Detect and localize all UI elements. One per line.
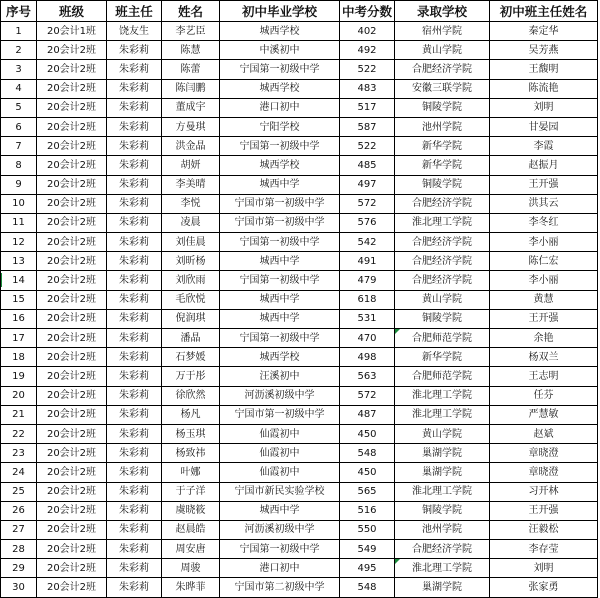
- cell-class[interactable]: 20会计2班: [37, 271, 107, 290]
- cell-name[interactable]: 赵晨皓: [162, 520, 220, 539]
- cell-junior-school[interactable]: 城西学校: [220, 79, 340, 98]
- cell-junior-school[interactable]: 城西学校: [220, 22, 340, 41]
- cell-index[interactable]: 12: [1, 233, 37, 252]
- cell-exam-score[interactable]: 516: [340, 501, 395, 520]
- cell-name[interactable]: 陈蕾: [162, 60, 220, 79]
- cell-junior-school[interactable]: 城西中学: [220, 175, 340, 194]
- table-row: [1, 290, 598, 309]
- cell-exam-score[interactable]: 587: [340, 117, 395, 136]
- cell-junior-school[interactable]: 城西中学: [220, 252, 340, 271]
- cell-teacher[interactable]: 朱彩莉: [107, 290, 162, 309]
- cell-teacher[interactable]: 朱彩莉: [107, 367, 162, 386]
- cell-junior-school[interactable]: 宁国市第一初级中学: [220, 194, 340, 213]
- cell-exam-score[interactable]: 542: [340, 233, 395, 252]
- cell-teacher[interactable]: 朱彩莉: [107, 271, 162, 290]
- header-cell-junior-teacher: 初中班主任姓名: [490, 1, 598, 22]
- cell-admission-school[interactable]: 巢湖学院: [395, 444, 490, 463]
- table-row: [1, 309, 598, 328]
- cell-name[interactable]: 周安唐: [162, 540, 220, 559]
- cell-index[interactable]: 11: [1, 213, 37, 232]
- cell-junior-school[interactable]: 中溪初中: [220, 41, 340, 60]
- table-body: [1, 22, 598, 598]
- cell-junior-school[interactable]: 仙霞初中: [220, 463, 340, 482]
- cell-class[interactable]: 20会计2班: [37, 578, 107, 597]
- table-row: [1, 520, 598, 539]
- cell-admission-school[interactable]: 淮北理工学院: [395, 405, 490, 424]
- cell-index[interactable]: 2: [1, 41, 37, 60]
- cell-teacher[interactable]: 朱彩莉: [107, 424, 162, 443]
- cell-index[interactable]: 28: [1, 540, 37, 559]
- cell-class[interactable]: 20会计2班: [37, 156, 107, 175]
- cell-name[interactable]: 万于彤: [162, 367, 220, 386]
- cell-junior-teacher[interactable]: 严慧敏: [490, 405, 598, 424]
- cell-index[interactable]: 3: [1, 60, 37, 79]
- cell-admission-school[interactable]: 合肥经济学院: [395, 252, 490, 271]
- cell-admission-school[interactable]: 合肥经济学院: [395, 540, 490, 559]
- cell-name[interactable]: 刘欣雨: [162, 271, 220, 290]
- cell-name[interactable]: 刘昕杨: [162, 252, 220, 271]
- cell-junior-teacher[interactable]: 王开强: [490, 309, 598, 328]
- table-row: [1, 22, 598, 41]
- cell-exam-score[interactable]: 548: [340, 578, 395, 597]
- cell-junior-teacher[interactable]: 刘明: [490, 98, 598, 117]
- table-row: [1, 482, 598, 501]
- cell-index[interactable]: 10: [1, 194, 37, 213]
- cell-name[interactable]: 陈闫鹏: [162, 79, 220, 98]
- cell-exam-score[interactable]: 522: [340, 60, 395, 79]
- cell-junior-teacher[interactable]: 吴芳燕: [490, 41, 598, 60]
- cell-index[interactable]: 6: [1, 117, 37, 136]
- cell-junior-teacher[interactable]: 章晓澄: [490, 463, 598, 482]
- cell-teacher[interactable]: 朱彩莉: [107, 520, 162, 539]
- cell-exam-score[interactable]: 531: [340, 309, 395, 328]
- cell-junior-school[interactable]: 宁国市第二初级中学: [220, 578, 340, 597]
- header-cell-class: 班级: [37, 1, 107, 22]
- cell-name[interactable]: 潘晶: [162, 329, 220, 348]
- cell-junior-teacher[interactable]: 任芬: [490, 386, 598, 405]
- table-row: [1, 540, 598, 559]
- cell-class[interactable]: 20会计2班: [37, 501, 107, 520]
- cell-junior-school[interactable]: 城西中学: [220, 309, 340, 328]
- cell-junior-teacher[interactable]: 刘明: [490, 559, 598, 578]
- table-row: [1, 41, 598, 60]
- cell-teacher[interactable]: 饶友生: [107, 22, 162, 41]
- cell-teacher[interactable]: 朱彩莉: [107, 41, 162, 60]
- header-cell-admission-school: 录取学校: [395, 1, 490, 22]
- cell-class[interactable]: 20会计2班: [37, 213, 107, 232]
- cell-exam-score[interactable]: 548: [340, 444, 395, 463]
- cell-index[interactable]: 15: [1, 290, 37, 309]
- cell-junior-school[interactable]: 仙霞初中: [220, 424, 340, 443]
- cell-class[interactable]: 20会计2班: [37, 444, 107, 463]
- cell-teacher[interactable]: 朱彩莉: [107, 117, 162, 136]
- cell-teacher[interactable]: 朱彩莉: [107, 233, 162, 252]
- cell-junior-school[interactable]: 宁国市新民实验学校: [220, 482, 340, 501]
- cell-name[interactable]: 方曼琪: [162, 117, 220, 136]
- cell-junior-school[interactable]: 城西学校: [220, 348, 340, 367]
- cell-exam-score[interactable]: 483: [340, 79, 395, 98]
- table-row: [1, 137, 598, 156]
- cell-exam-score[interactable]: 572: [340, 386, 395, 405]
- cell-admission-school[interactable]: 淮北理工学院: [395, 482, 490, 501]
- cell-junior-teacher[interactable]: 陈仁宏: [490, 252, 598, 271]
- cell-class[interactable]: 20会计2班: [37, 137, 107, 156]
- cell-index[interactable]: 7: [1, 137, 37, 156]
- cell-index[interactable]: 21: [1, 405, 37, 424]
- cell-class[interactable]: 20会计2班: [37, 520, 107, 539]
- cell-exam-score[interactable]: 450: [340, 424, 395, 443]
- cell-admission-school[interactable]: 新华学院: [395, 137, 490, 156]
- cell-junior-teacher[interactable]: 赵振月: [490, 156, 598, 175]
- cell-admission-school[interactable]: 池州学院: [395, 117, 490, 136]
- table-row: [1, 175, 598, 194]
- cell-admission-school[interactable]: 淮北理工学院: [395, 559, 490, 578]
- cell-exam-score[interactable]: 485: [340, 156, 395, 175]
- cell-class[interactable]: 20会计2班: [37, 463, 107, 482]
- table-row: [1, 329, 598, 348]
- cell-teacher[interactable]: 朱彩莉: [107, 329, 162, 348]
- cell-name[interactable]: 凌晨: [162, 213, 220, 232]
- cell-exam-score[interactable]: 550: [340, 520, 395, 539]
- cell-teacher[interactable]: 朱彩莉: [107, 386, 162, 405]
- cell-admission-school[interactable]: 合肥经济学院: [395, 233, 490, 252]
- cell-admission-school[interactable]: 巢湖学院: [395, 578, 490, 597]
- header-cell-junior-school: 初中毕业学校: [220, 1, 340, 22]
- cell-admission-school[interactable]: 合肥师范学院: [395, 367, 490, 386]
- cell-name[interactable]: 倪润琪: [162, 309, 220, 328]
- cell-admission-school[interactable]: 安徽三联学院: [395, 79, 490, 98]
- cell-class[interactable]: 20会计2班: [37, 252, 107, 271]
- cell-junior-teacher[interactable]: 汪毅松: [490, 520, 598, 539]
- cell-class[interactable]: 20会计2班: [37, 540, 107, 559]
- cell-admission-school[interactable]: 宿州学院: [395, 22, 490, 41]
- table-row: [1, 578, 598, 597]
- cell-exam-score[interactable]: 487: [340, 405, 395, 424]
- cell-name[interactable]: 杨玉琪: [162, 424, 220, 443]
- cell-junior-teacher[interactable]: 陈流艳: [490, 79, 598, 98]
- cell-exam-score[interactable]: 498: [340, 348, 395, 367]
- cell-junior-school[interactable]: 宁国市第一初级中学: [220, 405, 340, 424]
- cell-admission-school[interactable]: 新华学院: [395, 348, 490, 367]
- cell-exam-score[interactable]: 402: [340, 22, 395, 41]
- cell-junior-teacher[interactable]: 洪其云: [490, 194, 598, 213]
- cell-admission-school[interactable]: 淮北理工学院: [395, 213, 490, 232]
- cell-class[interactable]: 20会计2班: [37, 79, 107, 98]
- cell-name[interactable]: 李艺臣: [162, 22, 220, 41]
- cell-teacher[interactable]: 朱彩莉: [107, 463, 162, 482]
- cell-admission-school[interactable]: 淮北理工学院: [395, 386, 490, 405]
- cell-exam-score[interactable]: 470: [340, 329, 395, 348]
- table-row: [1, 367, 598, 386]
- cell-index[interactable]: 13: [1, 252, 37, 271]
- cell-class[interactable]: 20会计2班: [37, 290, 107, 309]
- cell-junior-teacher[interactable]: 王馥明: [490, 60, 598, 79]
- table-row: [1, 348, 598, 367]
- cell-junior-school[interactable]: 宁国市第一初级中学: [220, 213, 340, 232]
- cell-junior-school[interactable]: 宁国第一初级中学: [220, 329, 340, 348]
- cell-junior-school[interactable]: 城西学校: [220, 156, 340, 175]
- cell-class[interactable]: 20会计2班: [37, 424, 107, 443]
- cell-admission-school[interactable]: 合肥经济学院: [395, 194, 490, 213]
- table-row: [1, 386, 598, 405]
- header-cell-name: 姓名: [162, 1, 220, 22]
- cell-junior-teacher[interactable]: 习开林: [490, 482, 598, 501]
- cell-junior-school[interactable]: 宁国第一初级中学: [220, 540, 340, 559]
- cell-admission-school[interactable]: 铜陵学院: [395, 98, 490, 117]
- cell-class[interactable]: 20会计2班: [37, 367, 107, 386]
- table-row: [1, 271, 598, 290]
- cell-junior-teacher[interactable]: 黄慧: [490, 290, 598, 309]
- header-row: [1, 1, 598, 22]
- cell-teacher[interactable]: 朱彩莉: [107, 540, 162, 559]
- cell-admission-school[interactable]: 铜陵学院: [395, 501, 490, 520]
- cell-admission-school[interactable]: 黄山学院: [395, 290, 490, 309]
- cell-junior-teacher[interactable]: 章晓澄: [490, 444, 598, 463]
- cell-class[interactable]: 20会计2班: [37, 329, 107, 348]
- table-row: [1, 98, 598, 117]
- cell-name[interactable]: 朱晔菲: [162, 578, 220, 597]
- cell-junior-school[interactable]: 宁国第一初级中学: [220, 60, 340, 79]
- table-row: [1, 233, 598, 252]
- cell-name[interactable]: 石梦媛: [162, 348, 220, 367]
- cell-teacher[interactable]: 朱彩莉: [107, 194, 162, 213]
- cell-index[interactable]: 23: [1, 444, 37, 463]
- cell-class[interactable]: 20会计2班: [37, 405, 107, 424]
- header-cell-teacher: 班主任: [107, 1, 162, 22]
- cell-junior-school[interactable]: 港口初中: [220, 559, 340, 578]
- table-row: [1, 156, 598, 175]
- cell-junior-teacher[interactable]: 李小丽: [490, 233, 598, 252]
- cell-admission-school[interactable]: 黄山学院: [395, 41, 490, 60]
- cell-name[interactable]: 徐欣然: [162, 386, 220, 405]
- cell-junior-school[interactable]: 城西中学: [220, 501, 340, 520]
- cell-exam-score[interactable]: 522: [340, 137, 395, 156]
- cell-junior-teacher[interactable]: 张家勇: [490, 578, 598, 597]
- cell-teacher[interactable]: 朱彩莉: [107, 213, 162, 232]
- cell-index[interactable]: 27: [1, 520, 37, 539]
- cell-admission-school[interactable]: 合肥经济学院: [395, 271, 490, 290]
- cell-junior-school[interactable]: 仙霞初中: [220, 444, 340, 463]
- cell-index[interactable]: 14: [1, 271, 37, 290]
- cell-name[interactable]: 杨凡: [162, 405, 220, 424]
- cell-junior-school[interactable]: 城西中学: [220, 290, 340, 309]
- cell-junior-teacher[interactable]: 王开强: [490, 175, 598, 194]
- table-row: [1, 117, 598, 136]
- header-cell-exam-score: 中考分数: [340, 1, 395, 22]
- cell-index[interactable]: 30: [1, 578, 37, 597]
- cell-index[interactable]: 18: [1, 348, 37, 367]
- cell-admission-school[interactable]: 新华学院: [395, 156, 490, 175]
- cell-exam-score[interactable]: 450: [340, 463, 395, 482]
- table-row: [1, 194, 598, 213]
- cell-name[interactable]: 胡妍: [162, 156, 220, 175]
- header-cell-index: 序号: [1, 1, 37, 22]
- cell-name[interactable]: 李美晴: [162, 175, 220, 194]
- cell-exam-score[interactable]: 517: [340, 98, 395, 117]
- cell-junior-school[interactable]: 宁阳学校: [220, 117, 340, 136]
- cell-exam-score[interactable]: 492: [340, 41, 395, 60]
- cell-junior-school[interactable]: 宁国第一初级中学: [220, 137, 340, 156]
- cell-junior-school[interactable]: 河沥溪初级中学: [220, 386, 340, 405]
- cell-junior-school[interactable]: 宁国第一初级中学: [220, 271, 340, 290]
- cell-teacher[interactable]: 朱彩莉: [107, 405, 162, 424]
- cell-class[interactable]: 20会计2班: [37, 60, 107, 79]
- cell-class[interactable]: 20会计2班: [37, 309, 107, 328]
- cell-name[interactable]: 虞晓筱: [162, 501, 220, 520]
- cell-admission-school[interactable]: 铜陵学院: [395, 309, 490, 328]
- cell-teacher[interactable]: 朱彩莉: [107, 98, 162, 117]
- cell-exam-score[interactable]: 576: [340, 213, 395, 232]
- cell-index[interactable]: 8: [1, 156, 37, 175]
- table-row: [1, 405, 598, 424]
- cell-junior-teacher[interactable]: 李小丽: [490, 271, 598, 290]
- cell-index[interactable]: 9: [1, 175, 37, 194]
- cell-name[interactable]: 叶娜: [162, 463, 220, 482]
- cell-admission-school[interactable]: 池州学院: [395, 520, 490, 539]
- cell-junior-school[interactable]: 河沥溪初级中学: [220, 520, 340, 539]
- cell-teacher[interactable]: 朱彩莉: [107, 559, 162, 578]
- cell-admission-school[interactable]: 铜陵学院: [395, 175, 490, 194]
- cell-exam-score[interactable]: 563: [340, 367, 395, 386]
- table-row: [1, 424, 598, 443]
- cell-junior-teacher[interactable]: 李冬红: [490, 213, 598, 232]
- cell-junior-teacher[interactable]: 李霞: [490, 137, 598, 156]
- cell-index[interactable]: 1: [1, 22, 37, 41]
- cell-index[interactable]: 17: [1, 329, 37, 348]
- cell-junior-school[interactable]: 港口初中: [220, 98, 340, 117]
- cell-name[interactable]: 周骏: [162, 559, 220, 578]
- table-row: [1, 463, 598, 482]
- cell-class[interactable]: 20会计2班: [37, 559, 107, 578]
- cell-junior-teacher[interactable]: 李存莹: [490, 540, 598, 559]
- cell-exam-score[interactable]: 495: [340, 559, 395, 578]
- cell-junior-teacher[interactable]: 余艳: [490, 329, 598, 348]
- table-header: [1, 1, 598, 22]
- cell-index[interactable]: 26: [1, 501, 37, 520]
- cell-teacher[interactable]: 朱彩莉: [107, 309, 162, 328]
- cell-class[interactable]: 20会计2班: [37, 98, 107, 117]
- cell-name[interactable]: 陈慧: [162, 41, 220, 60]
- table-row: [1, 79, 598, 98]
- cell-junior-teacher[interactable]: 杨双兰: [490, 348, 598, 367]
- cell-teacher[interactable]: 朱彩莉: [107, 252, 162, 271]
- cell-junior-teacher[interactable]: 王开强: [490, 501, 598, 520]
- cell-teacher[interactable]: 朱彩莉: [107, 156, 162, 175]
- cell-junior-teacher[interactable]: 王志明: [490, 367, 598, 386]
- cell-exam-score[interactable]: 565: [340, 482, 395, 501]
- cell-index[interactable]: 24: [1, 463, 37, 482]
- cell-class[interactable]: 20会计1班: [37, 22, 107, 41]
- cell-index[interactable]: 16: [1, 309, 37, 328]
- cell-junior-school[interactable]: 宁国第一初级中学: [220, 233, 340, 252]
- cell-index[interactable]: 19: [1, 367, 37, 386]
- cell-class[interactable]: 20会计2班: [37, 233, 107, 252]
- cell-teacher[interactable]: 朱彩莉: [107, 60, 162, 79]
- cell-admission-school[interactable]: 合肥经济学院: [395, 60, 490, 79]
- cell-index[interactable]: 22: [1, 424, 37, 443]
- cell-name[interactable]: 洪金晶: [162, 137, 220, 156]
- cell-index[interactable]: 25: [1, 482, 37, 501]
- cell-exam-score[interactable]: 618: [340, 290, 395, 309]
- cell-name[interactable]: 李悦: [162, 194, 220, 213]
- table-row: [1, 213, 598, 232]
- cell-class[interactable]: 20会计2班: [37, 386, 107, 405]
- cell-class[interactable]: 20会计2班: [37, 41, 107, 60]
- cell-teacher[interactable]: 朱彩莉: [107, 175, 162, 194]
- cell-exam-score[interactable]: 479: [340, 271, 395, 290]
- cell-teacher[interactable]: 朱彩莉: [107, 482, 162, 501]
- cell-teacher[interactable]: 朱彩莉: [107, 501, 162, 520]
- cell-teacher[interactable]: 朱彩莉: [107, 348, 162, 367]
- cell-class[interactable]: 20会计2班: [37, 117, 107, 136]
- table-row: [1, 501, 598, 520]
- cell-index[interactable]: 29: [1, 559, 37, 578]
- cell-exam-score[interactable]: 572: [340, 194, 395, 213]
- cell-teacher[interactable]: 朱彩莉: [107, 578, 162, 597]
- cell-name[interactable]: 刘佳晨: [162, 233, 220, 252]
- cell-teacher[interactable]: 朱彩莉: [107, 137, 162, 156]
- table-row: [1, 444, 598, 463]
- cell-index[interactable]: 20: [1, 386, 37, 405]
- cell-name[interactable]: 于子洋: [162, 482, 220, 501]
- cell-admission-school[interactable]: 巢湖学院: [395, 463, 490, 482]
- cell-admission-school[interactable]: 黄山学院: [395, 424, 490, 443]
- cell-class[interactable]: 20会计2班: [37, 175, 107, 194]
- cell-admission-school[interactable]: 合肥师范学院: [395, 329, 490, 348]
- cell-name[interactable]: 董成宇: [162, 98, 220, 117]
- cell-class[interactable]: 20会计2班: [37, 348, 107, 367]
- cell-exam-score[interactable]: 497: [340, 175, 395, 194]
- table-row: [1, 559, 598, 578]
- cell-teacher[interactable]: 朱彩莉: [107, 444, 162, 463]
- cell-teacher[interactable]: 朱彩莉: [107, 79, 162, 98]
- cell-name[interactable]: 杨致祎: [162, 444, 220, 463]
- cell-name[interactable]: 毛欣悦: [162, 290, 220, 309]
- table-row: [1, 60, 598, 79]
- cell-junior-teacher[interactable]: 秦定华: [490, 22, 598, 41]
- cell-index[interactable]: 5: [1, 98, 37, 117]
- cell-exam-score[interactable]: 491: [340, 252, 395, 271]
- cell-junior-teacher[interactable]: 甘晏园: [490, 117, 598, 136]
- cell-index[interactable]: 4: [1, 79, 37, 98]
- cell-class[interactable]: 20会计2班: [37, 194, 107, 213]
- cell-class[interactable]: 20会计2班: [37, 482, 107, 501]
- table-row: [1, 252, 598, 271]
- cell-exam-score[interactable]: 549: [340, 540, 395, 559]
- cell-junior-school[interactable]: 汪溪初中: [220, 367, 340, 386]
- cell-junior-teacher[interactable]: 赵斌: [490, 424, 598, 443]
